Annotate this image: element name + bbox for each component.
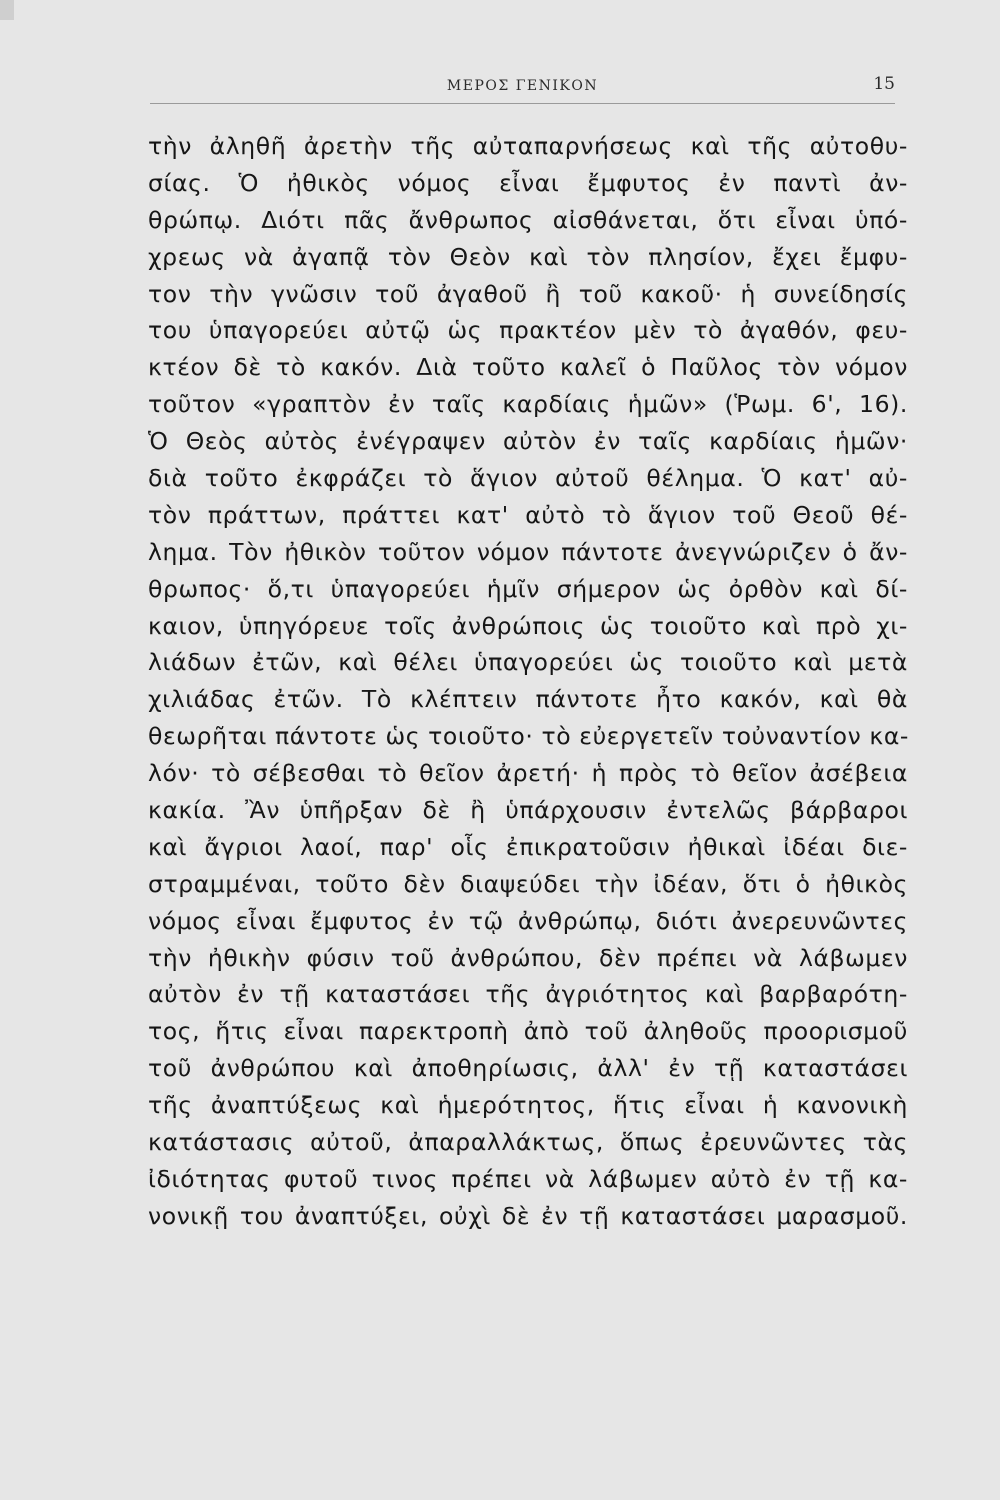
running-head bbox=[150, 72, 895, 102]
page-corner-mark bbox=[0, 0, 14, 20]
text-line: λόν· τὸ σέβεσθαι τὸ θεῖον ἀρετή· ἡ πρὸς τὸ θεῖον ἀσέβεια bbox=[148, 759, 908, 788]
text-line: νονικῇ του ἀναπτύξει, οὐχὶ δὲ ἐν τῇ καταστάσει μαρασμοῦ. bbox=[148, 1201, 908, 1230]
text-line: του ὑπαγορεύει αὐτῷ ὡς πρακτέον μὲν τὸ ἀγαθόν, φευ- bbox=[148, 316, 908, 345]
text-line: καὶ ἄγριοι λαοί, παρ' οἷς ἐπικρατοῦσιν ἠθικαὶ ἰδέαι διε- bbox=[148, 832, 908, 861]
text-line: διὰ τοῦτο ἐκφράζει τὸ ἅγιον αὐτοῦ θέλημα. Ὁ κατ' αὐ- bbox=[148, 464, 908, 493]
text-line: κακία. Ἂν ὑπῆρξαν δὲ ἢ ὑπάρχουσιν ἐντελῶς βάρβαροι bbox=[148, 796, 908, 825]
text-line: λημα. Τὸν ἠθικὸν τοῦτον νόμον πάντοτε ἀνεγνώριζεν ὁ ἄν- bbox=[148, 537, 908, 566]
text-line: κατάστασις αὐτοῦ, ἀπαραλλάκτως, ὅπως ἐρευνῶντες τὰς bbox=[148, 1128, 908, 1157]
text-line: αὐτὸν ἐν τῇ καταστάσει τῆς ἀγριότητος καὶ βαρβαρότη- bbox=[148, 980, 908, 1009]
text-line: τος, ἥτις εἶναι παρεκτροπὴ ἀπὸ τοῦ ἀληθοῦς προορισμοῦ bbox=[148, 1017, 908, 1046]
text-line: σίας. Ὁ ἠθικὸς νόμος εἶναι ἔμφυτος ἐν παντὶ ἀν- bbox=[148, 168, 908, 197]
text-line: στραμμέναι, τοῦτο δὲν διαψεύδει τὴν ἰδέαν, ὅτι ὁ ἠθικὸς bbox=[148, 869, 908, 898]
text-line: καιον, ὑπηγόρευε τοῖς ἀνθρώποις ὡς τοιοῦτο καὶ πρὸ χι- bbox=[148, 611, 908, 640]
text-line: τὴν ἠθικὴν φύσιν τοῦ ἀνθρώπου, δὲν πρέπει νὰ λάβωμεν bbox=[148, 943, 908, 972]
text-line: λιάδων ἐτῶν, καὶ θέλει ὑπαγορεύει ὡς τοιοῦτο καὶ μετὰ bbox=[148, 648, 908, 677]
text-line: χιλιάδας ἐτῶν. Τὸ κλέπτειν πάντοτε ἦτο κακόν, καὶ θὰ bbox=[148, 685, 908, 714]
text-line: τον τὴν γνῶσιν τοῦ ἀγαθοῦ ἢ τοῦ κακοῦ· ἡ συνείδησίς bbox=[148, 279, 908, 308]
text-line: τὸν πράττων, πράττει κατ' αὐτὸ τὸ ἅγιον τοῦ Θεοῦ θέ- bbox=[148, 500, 908, 529]
text-line: ἰδιότητας φυτοῦ τινος πρέπει νὰ λάβωμεν αὐτὸ ἐν τῇ κα- bbox=[148, 1164, 908, 1193]
text-line: τῆς ἀναπτύξεως καὶ ἡμερότητος, ἥτις εἶναι ἡ κανονικὴ bbox=[148, 1091, 908, 1120]
text-line: τοῦ ἀνθρώπου καὶ ἀποθηρίωσις, ἀλλ' ἐν τῇ καταστάσει bbox=[148, 1054, 908, 1083]
text-line: κτέον δὲ τὸ κακόν. Διὰ τοῦτο καλεῖ ὁ Παῦλος τὸν νόμον bbox=[148, 353, 908, 382]
running-title: ΜΕΡΟΣ ΓΕΝΙΚΟΝ bbox=[446, 78, 599, 94]
text-line: νόμος εἶναι ἔμφυτος ἐν τῷ ἀνθρώπῳ, διότι ἀνερευνῶντες bbox=[148, 906, 908, 935]
body-text bbox=[148, 128, 908, 1235]
text-line: Ὁ Θεὸς αὐτὸς ἐνέγραψεν αὐτὸν ἐν ταῖς καρδίαις ἡμῶν· bbox=[148, 427, 908, 456]
text-line: θεωρῆται πάντοτε ὡς τοιοῦτο· τὸ εὐεργετεῖν τοὐναντίον κα- bbox=[148, 722, 909, 751]
header-rule bbox=[150, 103, 895, 104]
text-line: τοῦτον «γραπτὸν ἐν ταῖς καρδίαις ἡμῶν» (Ῥωμ. 6', 16). bbox=[148, 390, 908, 419]
page-number: 15 bbox=[873, 74, 895, 94]
text-line: θρωπος· ὅ,τι ὑπαγορεύει ἡμῖν σήμερον ὡς ὀρθὸν καὶ δί- bbox=[148, 574, 908, 603]
text-line: θρώπῳ. Διότι πᾶς ἄνθρωπος αἰσθάνεται, ὅτι εἶναι ὑπό- bbox=[148, 205, 908, 234]
text-line: τὴν ἀληθῆ ἀρετὴν τῆς αὐταπαρνήσεως καὶ τῆς αὐτοθυ- bbox=[148, 132, 908, 160]
text-line: χρεως νὰ ἀγαπᾷ τὸν Θεὸν καὶ τὸν πλησίον, ἔχει ἔμφυ- bbox=[148, 242, 908, 271]
